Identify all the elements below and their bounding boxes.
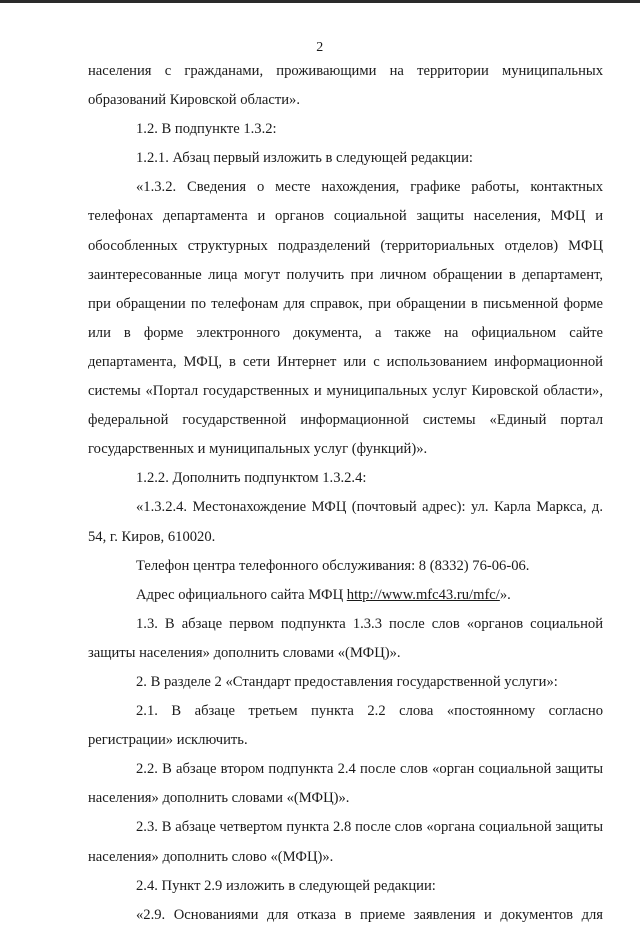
paragraph-1-2-2: 1.2.2. Дополнить подпунктом 1.3.2.4: <box>136 470 367 487</box>
paragraph-2-1: 2.1. В абзаце третьем пункта 2.2 слова «постоянному согласно регистрации» исключить. <box>88 703 603 749</box>
paragraph-2-2: 2.2. В абзаце втором подпункта 2.4 после слов «орган социальной защиты населения» дополнить словами «(МФЦ)». <box>88 761 603 807</box>
paragraph-phone: Телефон центра телефонного обслуживания: 8 (8332) 76-06-06. <box>136 557 530 574</box>
paragraph-continuation: населения с гражданами, проживающими на территории муниципальных образований Кировской области». <box>88 63 603 109</box>
paragraph-1-2: 1.2. В подпункте 1.3.2: <box>136 121 277 138</box>
paragraph-1-2-1: 1.2.1. Абзац первый изложить в следующей редакции: <box>136 150 473 167</box>
paragraph-2-3: 2.3. В абзаце четвертом пункта 2.8 после слов «органа социальной защиты населения» дополнить слово «(МФЦ)». <box>88 819 603 865</box>
paragraph-1-3-2-quote: «1.3.2. Сведения о месте нахождения, графике работы, контактных телефонах департамента и органов социальной защиты населения, МФЦ и обособленных структурных подразделений (территориальных отделов) МФЦ заинтересованные лица могут получить при личном обращении в департамент, при обращении по телефонам для справок, при обращении в письменной форме или в форме электронного документа, а также на официальном сайте департамента, МФЦ, в сети Интернет или с использованием информационной системы «Портал государственных и муниципальных услуг Кировской области», федеральной государственной информационной системы «Единый портал государственных и муниципальных услуг (функций)». <box>88 179 603 458</box>
paragraph-section-2: 2. В разделе 2 «Стандарт предоставления государственной услуги»: <box>136 673 558 690</box>
website-link[interactable]: http://www.mfc43.ru/mfc/ <box>346 586 500 603</box>
paragraph-website <box>88 581 603 610</box>
scan-top-edge <box>0 0 640 3</box>
paragraph-2-4: 2.4. Пункт 2.9 изложить в следующей редакции: <box>136 877 436 894</box>
paragraph-1-3-2-4-address: «1.3.2.4. Местонахождение МФЦ (почтовый адрес): ул. Карла Маркса, д. 54, г. Киров, 610020. <box>88 499 603 545</box>
document-body <box>88 57 603 930</box>
website-label: Адрес официального сайта МФЦ <box>136 586 347 603</box>
paragraph-2-9-start: «2.9. Основаниями для отказа в приеме заявления и документов для <box>136 906 603 923</box>
page-number: 2 <box>316 40 324 55</box>
paragraph-1-3: 1.3. В абзаце первом подпункта 1.3.3 после слов «органов социальной защиты населения» дополнить словами «(МФЦ)». <box>88 615 603 661</box>
website-closing: ». <box>499 586 511 603</box>
